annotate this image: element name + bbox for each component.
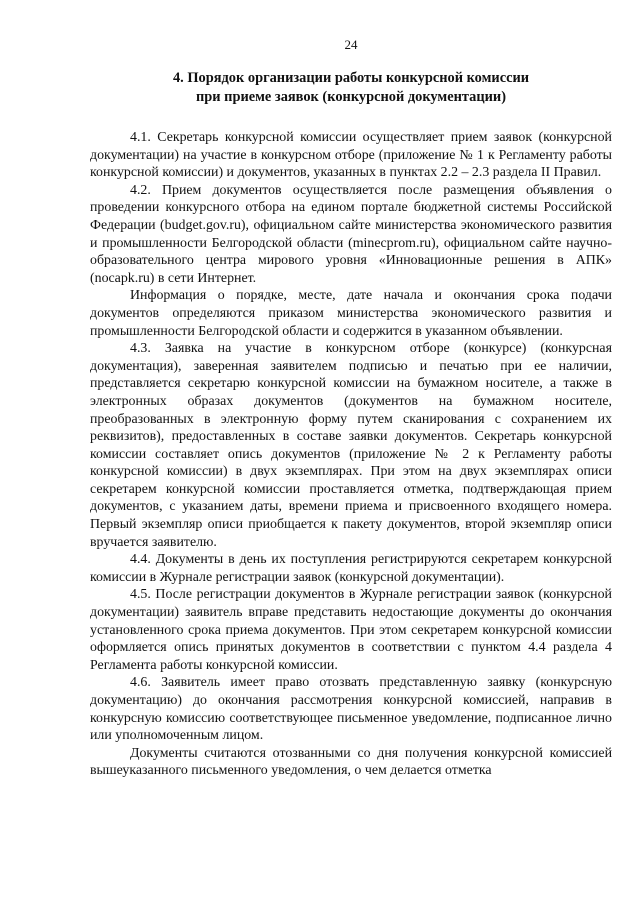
paragraph-4-5: 4.5. После регистрации документов в Журнале регистрации заявок (конкурсной документации) заявитель вправе представить недостающие документы до окончания установленного срока приема документов. При этом секретарем конкурсной комиссии оформляется опись принятых документов в соответствии с пунктом 4.4 раздела 4 Регламента работы конкурсной комиссии.: [90, 587, 612, 673]
page-number: 24: [344, 37, 358, 52]
paragraph-info: Информация о порядке, месте, дате начала и окончания срока подачи документов определяются приказом министерства экономического развития и промышленности Белгородской области и содержится в указанном объявлении.: [90, 288, 612, 339]
section-title: [90, 69, 612, 107]
section-title-line-1: 4. Порядок организации работы конкурсной комиссии: [172, 70, 530, 86]
paragraph-4-2: 4.2. Прием документов осуществляется после размещения объявления о проведении конкурсного отбора на едином портале бюджетной системы Российской Федерации (budget.gov.ru), официальном сайте министерства экономического развития и промышленности Белгородской области (minecprom.ru), официальном сайте научно-образовательного центра мирового уровня «Инновационные решения в АПК» (nocapk.ru) в сети Интернет.: [90, 182, 612, 286]
paragraph-4-4: 4.4. Документы в день их поступления регистрируются секретарем конкурсной комиссии в Журнале регистрации заявок (конкурсной документации).: [90, 552, 612, 585]
paragraph-withdrawal: Документы считаются отозванными со дня получения конкурсной комиссией вышеуказанного письменного уведомления, о чем делается отметка: [90, 745, 612, 779]
section-title-line-2: при приеме заявок (конкурсной документации): [195, 89, 507, 105]
paragraph-4-6: 4.6. Заявитель имеет право отозвать представленную заявку (конкурсную документацию) до окончания рассмотрения конкурсной комиссией, направив в конкурсную комиссию соответствующее письменное уведомление, подписанное лично или уполномоченным лицом.: [90, 675, 612, 744]
document-body: [90, 129, 612, 780]
paragraph-4-3: 4.3. Заявка на участие в конкурсном отборе (конкурсе) (конкурсная документация), заверенная заявителем подписью и печатью при ее наличии, представляется секретарю конкурсной комиссии на бумажном носителе, а также в электронных образах документов (документов на бумажном носителе, преобразованных в электронную форму путем сканирования с сохранением их реквизитов), предоставленных в составе заявки документов. Секретарь конкурсной комиссии составляет опись документов (приложение № 2 к Регламенту работы конкурсной комиссии) в двух экземплярах. При этом на двух экземплярах описи секретарем конкурсной комиссии проставляется отметка, подтверждающая прием документов, с указанием даты, времени приема и присвоенного входящего номера. Первый экземпляр описи приобщается к пакету документов, второй экземпляр описи вручается заявителю.: [90, 341, 612, 550]
paragraph-4-1: 4.1. Секретарь конкурсной комиссии осуществляет прием заявок (конкурсной документации) на участие в конкурсном отборе (приложение № 1 к Регламенту работы конкурсной комиссии) и документов, указанных в пунктах 2.2 – 2.3 раздела II Правил.: [90, 130, 612, 181]
